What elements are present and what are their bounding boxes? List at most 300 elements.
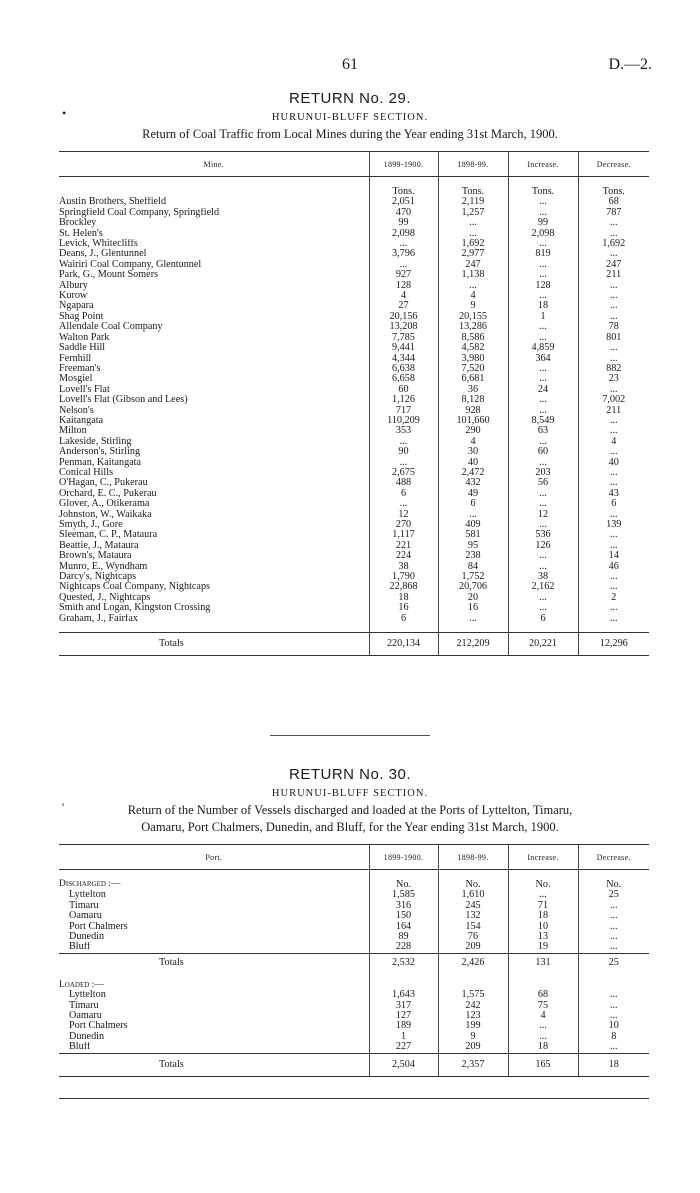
group-label-loaded: Loaded :—	[59, 979, 104, 990]
row-value: ...	[369, 239, 438, 249]
col-header-1899-1900: 1899-1900.	[369, 845, 438, 870]
row-label: Bluff	[69, 1042, 91, 1053]
closing-rule	[59, 1098, 649, 1099]
row-label: Kurow	[59, 291, 88, 302]
row-value: ...	[369, 458, 438, 468]
row-value: 25	[578, 890, 649, 900]
table-row	[59, 922, 649, 932]
unit-label: No.	[369, 878, 438, 890]
row-value: 882	[578, 364, 649, 374]
row-value: 4	[508, 1011, 578, 1021]
row-value: ...	[578, 301, 649, 311]
row-value: 2	[578, 593, 649, 603]
row-value: 228	[369, 942, 438, 953]
row-label: Sleeman, C. P., Mataura	[59, 530, 158, 541]
coal-traffic-table	[59, 151, 649, 656]
row-value: ...	[508, 562, 578, 572]
row-value: 127	[369, 1011, 438, 1021]
row-value: 211	[578, 406, 649, 416]
row-value: 123	[438, 1011, 508, 1021]
unit-label: Tons.	[578, 185, 649, 197]
table-row	[59, 208, 649, 218]
row-value: 30	[438, 447, 508, 457]
col-header-decrease: Decrease.	[578, 152, 649, 177]
row-value: 8,586	[438, 333, 508, 343]
row-value: 6,658	[369, 374, 438, 384]
row-value: 18	[508, 1042, 578, 1053]
totals-label: Totals	[59, 633, 369, 656]
table-row	[59, 478, 649, 488]
row-value: ...	[578, 312, 649, 322]
row-value: 14	[578, 551, 649, 561]
table-row	[59, 458, 649, 468]
row-value: 238	[438, 551, 508, 561]
row-label: Brockley	[59, 218, 97, 229]
row-value: ...	[508, 333, 578, 343]
row-value: 2,472	[438, 468, 508, 478]
row-value: ...	[508, 489, 578, 499]
row-label: Darcy's, Nightcaps	[59, 572, 137, 583]
table-row	[59, 197, 649, 207]
discharged-totals-row	[59, 953, 649, 972]
row-value: ...	[578, 291, 649, 301]
row-value: 49	[438, 489, 508, 499]
row-value: 40	[578, 458, 649, 468]
row-label: Levick, Whitecliffs	[59, 239, 138, 250]
return-29-description: Return of Coal Traffic from Local Mines during the Year ending 31st March, 1900.	[142, 127, 558, 141]
table-row	[59, 582, 649, 592]
row-label: Dunedin	[69, 932, 105, 943]
row-label: Mosgiel	[59, 374, 93, 385]
table-row	[59, 374, 649, 384]
loaded-totals-row	[59, 1053, 649, 1076]
row-value: 270	[369, 520, 438, 530]
return-30-description-line2: Oamaru, Port Chalmers, Dunedin, and Bluff, for the Year ending 31st March, 1900.	[141, 820, 559, 834]
row-value: 4,344	[369, 354, 438, 364]
row-value: 132	[438, 911, 508, 921]
row-label: Penman, Kaitangata	[59, 457, 142, 468]
row-value: 432	[438, 478, 508, 488]
row-label: O'Hagan, C., Pukerau	[59, 478, 148, 489]
row-value: 8,128	[438, 395, 508, 405]
row-value: ...	[438, 510, 508, 520]
row-value: ...	[578, 911, 649, 921]
row-value: 7,785	[369, 333, 438, 343]
row-label: Nightcaps Coal Company, Nightcaps	[59, 582, 210, 593]
row-value: 2,977	[438, 249, 508, 259]
row-value: 13,286	[438, 322, 508, 332]
row-value: 46	[578, 562, 649, 572]
row-value: ...	[578, 249, 649, 259]
row-value: 1	[508, 312, 578, 322]
row-value: 1,610	[438, 890, 508, 900]
table-row	[59, 489, 649, 499]
total-cell: 12,296	[578, 633, 649, 656]
row-value: ...	[369, 437, 438, 447]
col-header-increase: Increase.	[508, 152, 578, 177]
table-row	[59, 901, 649, 911]
table-row	[59, 426, 649, 436]
row-label: Wairiri Coal Company, Glentunnel	[59, 259, 202, 270]
total-cell: 25	[578, 953, 649, 972]
row-label: Graham, J., Fairfax	[59, 613, 138, 624]
unit-label: No.	[578, 878, 649, 890]
row-value: ...	[508, 260, 578, 270]
row-value: ...	[508, 208, 578, 218]
row-value: 60	[369, 385, 438, 395]
row-label: Munro, E., Wyndham	[59, 561, 148, 572]
row-value: 1,138	[438, 270, 508, 280]
row-value: ...	[578, 541, 649, 551]
row-value: ...	[578, 1042, 649, 1053]
row-label: Freeman's	[59, 363, 101, 374]
table-row	[59, 932, 649, 942]
row-value: 7,520	[438, 364, 508, 374]
row-value: ...	[508, 374, 578, 384]
row-value: 68	[578, 197, 649, 207]
row-value: 20,156	[369, 312, 438, 322]
total-cell: 2,504	[369, 1053, 438, 1076]
return-30-title: RETURN No. 30.	[288, 766, 412, 783]
units-row	[59, 185, 649, 197]
row-value: 38	[508, 572, 578, 582]
row-value: 3,796	[369, 249, 438, 259]
table-row	[59, 395, 649, 405]
row-value: 536	[508, 530, 578, 540]
row-value: 20	[438, 593, 508, 603]
row-value: 10	[508, 922, 578, 932]
row-value: 245	[438, 901, 508, 911]
row-value: 209	[438, 942, 508, 953]
row-value: 221	[369, 541, 438, 551]
table-row	[59, 530, 649, 540]
row-value: 488	[369, 478, 438, 488]
row-value: 6	[369, 614, 438, 624]
row-label: Lakeside, Stirling	[59, 436, 132, 447]
row-value: 4	[438, 291, 508, 301]
row-label: Dunedin	[69, 1031, 105, 1042]
unit-label: No.	[438, 878, 508, 890]
row-value: 227	[369, 1042, 438, 1053]
table-row	[59, 291, 649, 301]
row-label: Port Chalmers	[69, 921, 128, 932]
row-value: 1,643	[369, 990, 438, 1000]
row-value: 1,752	[438, 572, 508, 582]
row-value: 99	[508, 218, 578, 228]
row-value: 75	[508, 1001, 578, 1011]
row-label: Lovell's Flat (Gibson and Lees)	[59, 395, 188, 406]
row-value: 13,208	[369, 322, 438, 332]
table-header-row	[59, 152, 649, 177]
row-label: Austin Brothers, Sheffield	[59, 197, 167, 208]
table-row	[59, 218, 649, 228]
row-value: 6	[438, 499, 508, 509]
table-row	[59, 406, 649, 416]
group-row-discharged	[59, 878, 649, 890]
total-cell: 2,357	[438, 1053, 508, 1076]
row-value: ...	[508, 1021, 578, 1031]
row-value: ...	[578, 218, 649, 228]
row-value: 211	[578, 270, 649, 280]
row-value: ...	[578, 1011, 649, 1021]
row-label: Bluff	[69, 942, 91, 953]
row-value: 12	[369, 510, 438, 520]
row-value: 40	[438, 458, 508, 468]
col-header-decrease: Decrease.	[578, 845, 649, 870]
bullet-mark: '	[62, 800, 65, 814]
row-value: 128	[508, 281, 578, 291]
total-cell: 165	[508, 1053, 578, 1076]
row-value: 19	[508, 942, 578, 953]
row-value: 8,549	[508, 416, 578, 426]
row-label: Smyth, J., Gore	[59, 520, 123, 530]
group-row-loaded	[59, 980, 649, 990]
table-row	[59, 541, 649, 551]
table-row	[59, 510, 649, 520]
row-value: 3,980	[438, 354, 508, 364]
row-value: 60	[508, 447, 578, 457]
row-value: 819	[508, 249, 578, 259]
row-label: Lyttelton	[69, 890, 106, 901]
table-row	[59, 364, 649, 374]
row-label: Quested, J., Nightcaps	[59, 592, 151, 603]
row-label: Deans, J., Glentunnel	[59, 249, 147, 260]
row-value: 90	[369, 447, 438, 457]
row-value: 13	[508, 932, 578, 942]
row-value: 364	[508, 354, 578, 364]
row-value: ...	[508, 551, 578, 561]
row-value: ...	[578, 229, 649, 239]
row-value: 1	[369, 1032, 438, 1042]
row-value: 2,098	[369, 229, 438, 239]
row-value: 4	[438, 437, 508, 447]
table-row	[59, 447, 649, 457]
row-value: 8	[578, 1032, 649, 1042]
row-value: 164	[369, 922, 438, 932]
row-value: ...	[508, 520, 578, 530]
row-value: ...	[438, 281, 508, 291]
row-value: ...	[578, 572, 649, 582]
row-label: Oamaru	[69, 911, 102, 922]
total-cell: 212,209	[438, 633, 508, 656]
table-header-row	[59, 845, 649, 870]
row-label: Johnston, W., Waikaka	[59, 509, 152, 520]
row-value: 6	[369, 489, 438, 499]
row-value: 18	[508, 911, 578, 921]
document-reference: D.—2.	[608, 56, 652, 73]
row-value: ...	[578, 468, 649, 478]
row-value: ...	[578, 281, 649, 291]
row-value: 2,162	[508, 582, 578, 592]
row-value: 16	[438, 603, 508, 613]
table-row	[59, 1001, 649, 1011]
row-value: ...	[578, 1001, 649, 1011]
row-value: ...	[369, 499, 438, 509]
row-value: 20,706	[438, 582, 508, 592]
row-label: Beattie, J., Mataura	[59, 540, 139, 551]
table-row	[59, 301, 649, 311]
row-value: 12	[508, 510, 578, 520]
row-value: 209	[438, 1042, 508, 1053]
row-value: ...	[578, 942, 649, 953]
row-value: 6,681	[438, 374, 508, 384]
row-value: 203	[508, 468, 578, 478]
row-value: 290	[438, 426, 508, 436]
table-row	[59, 281, 649, 291]
row-value: 63	[508, 426, 578, 436]
row-value: ...	[578, 603, 649, 613]
total-cell: 220,134	[369, 633, 438, 656]
bullet-mark: •	[62, 106, 67, 120]
row-value: 1,257	[438, 208, 508, 218]
row-value: 1,117	[369, 530, 438, 540]
row-value: ...	[578, 354, 649, 364]
row-value: ...	[578, 614, 649, 624]
totals-row	[59, 633, 649, 656]
table-row	[59, 1021, 649, 1031]
row-value: 4,859	[508, 343, 578, 353]
row-value: ...	[508, 437, 578, 447]
section-divider	[270, 735, 430, 736]
row-label: Anderson's, Stirling	[59, 447, 141, 458]
table-row	[59, 890, 649, 900]
row-value: 99	[369, 218, 438, 228]
row-value: 95	[438, 541, 508, 551]
row-value: ...	[578, 343, 649, 353]
row-value: 928	[438, 406, 508, 416]
row-value: ...	[578, 385, 649, 395]
row-value: ...	[578, 510, 649, 520]
row-value: 128	[369, 281, 438, 291]
table-row	[59, 942, 649, 953]
row-value: 22,868	[369, 582, 438, 592]
col-header-port: Port.	[59, 845, 369, 870]
row-value: 6,638	[369, 364, 438, 374]
row-value: 139	[578, 520, 649, 530]
table-row	[59, 333, 649, 343]
row-value: 43	[578, 489, 649, 499]
row-label: Glover, A., Otikerama	[59, 499, 150, 510]
col-header-increase: Increase.	[508, 845, 578, 870]
return-30-section: HURUNUI-BLUFF SECTION.	[271, 788, 429, 799]
table-row	[59, 437, 649, 447]
row-value: 801	[578, 333, 649, 343]
totals-label: Totals	[59, 1053, 369, 1076]
table-row	[59, 270, 649, 280]
row-value: ...	[508, 458, 578, 468]
table-row	[59, 343, 649, 353]
table-row	[59, 354, 649, 364]
row-label: Springfield Coal Company, Springfield	[59, 207, 220, 218]
table-row	[59, 322, 649, 332]
row-value: ...	[508, 197, 578, 207]
row-value: 199	[438, 1021, 508, 1031]
total-cell: 18	[578, 1053, 649, 1076]
row-value: ...	[438, 229, 508, 239]
row-value: ...	[438, 614, 508, 624]
table-row	[59, 551, 649, 561]
unit-label: Tons.	[508, 185, 578, 197]
row-value: 9	[438, 1032, 508, 1042]
row-value: 470	[369, 208, 438, 218]
row-label: Smith and Logan, Kingston Crossing	[59, 603, 211, 614]
row-value: 23	[578, 374, 649, 384]
total-cell: 2,532	[369, 953, 438, 972]
row-label: Conical Hills	[59, 467, 114, 478]
row-value: 89	[369, 932, 438, 942]
table-row	[59, 260, 649, 270]
row-value: 150	[369, 911, 438, 921]
row-value: 24	[508, 385, 578, 395]
table-row	[59, 572, 649, 582]
row-value: ...	[508, 593, 578, 603]
row-value: 247	[438, 260, 508, 270]
row-value: ...	[578, 426, 649, 436]
table-row	[59, 593, 649, 603]
row-value: ...	[578, 416, 649, 426]
row-value: ...	[508, 406, 578, 416]
table-row	[59, 520, 649, 530]
row-value: 76	[438, 932, 508, 942]
row-value: 1,126	[369, 395, 438, 405]
row-value: ...	[369, 260, 438, 270]
row-label: Timaru	[69, 1000, 99, 1011]
row-label: Nelson's	[59, 405, 94, 416]
row-value: ...	[578, 922, 649, 932]
row-value: 717	[369, 406, 438, 416]
row-label: Ngapara	[59, 301, 94, 312]
row-value: 4	[369, 291, 438, 301]
row-label: Timaru	[69, 900, 99, 911]
row-value: 16	[369, 603, 438, 613]
row-label: Park, G., Mount Somers	[59, 270, 159, 281]
table-row	[59, 1042, 649, 1053]
row-value: ...	[508, 364, 578, 374]
total-cell: 20,221	[508, 633, 578, 656]
row-value: 316	[369, 901, 438, 911]
row-label: Lyttelton	[69, 990, 106, 1001]
row-value: ...	[578, 582, 649, 592]
row-value: 126	[508, 541, 578, 551]
row-value: ...	[508, 270, 578, 280]
row-value: 581	[438, 530, 508, 540]
row-label: Walton Park	[59, 332, 110, 343]
col-header-1898-99: 1898-99.	[438, 845, 508, 870]
table-row	[59, 229, 649, 239]
row-value: 242	[438, 1001, 508, 1011]
row-value: 4,582	[438, 343, 508, 353]
row-value: ...	[438, 218, 508, 228]
table-row	[59, 385, 649, 395]
row-value: 18	[508, 301, 578, 311]
table-row	[59, 990, 649, 1000]
row-value: 56	[508, 478, 578, 488]
row-value: 224	[369, 551, 438, 561]
table-row	[59, 416, 649, 426]
table-row	[59, 312, 649, 322]
row-value: 2,675	[369, 468, 438, 478]
row-value: ...	[508, 499, 578, 509]
table-row	[59, 239, 649, 249]
col-header-1898-99: 1898-99.	[438, 152, 508, 177]
row-value: ...	[508, 395, 578, 405]
row-value: 2,119	[438, 197, 508, 207]
table-row	[59, 249, 649, 259]
row-value: 317	[369, 1001, 438, 1011]
row-value: 2,051	[369, 197, 438, 207]
row-value: ...	[508, 603, 578, 613]
row-value: 71	[508, 901, 578, 911]
